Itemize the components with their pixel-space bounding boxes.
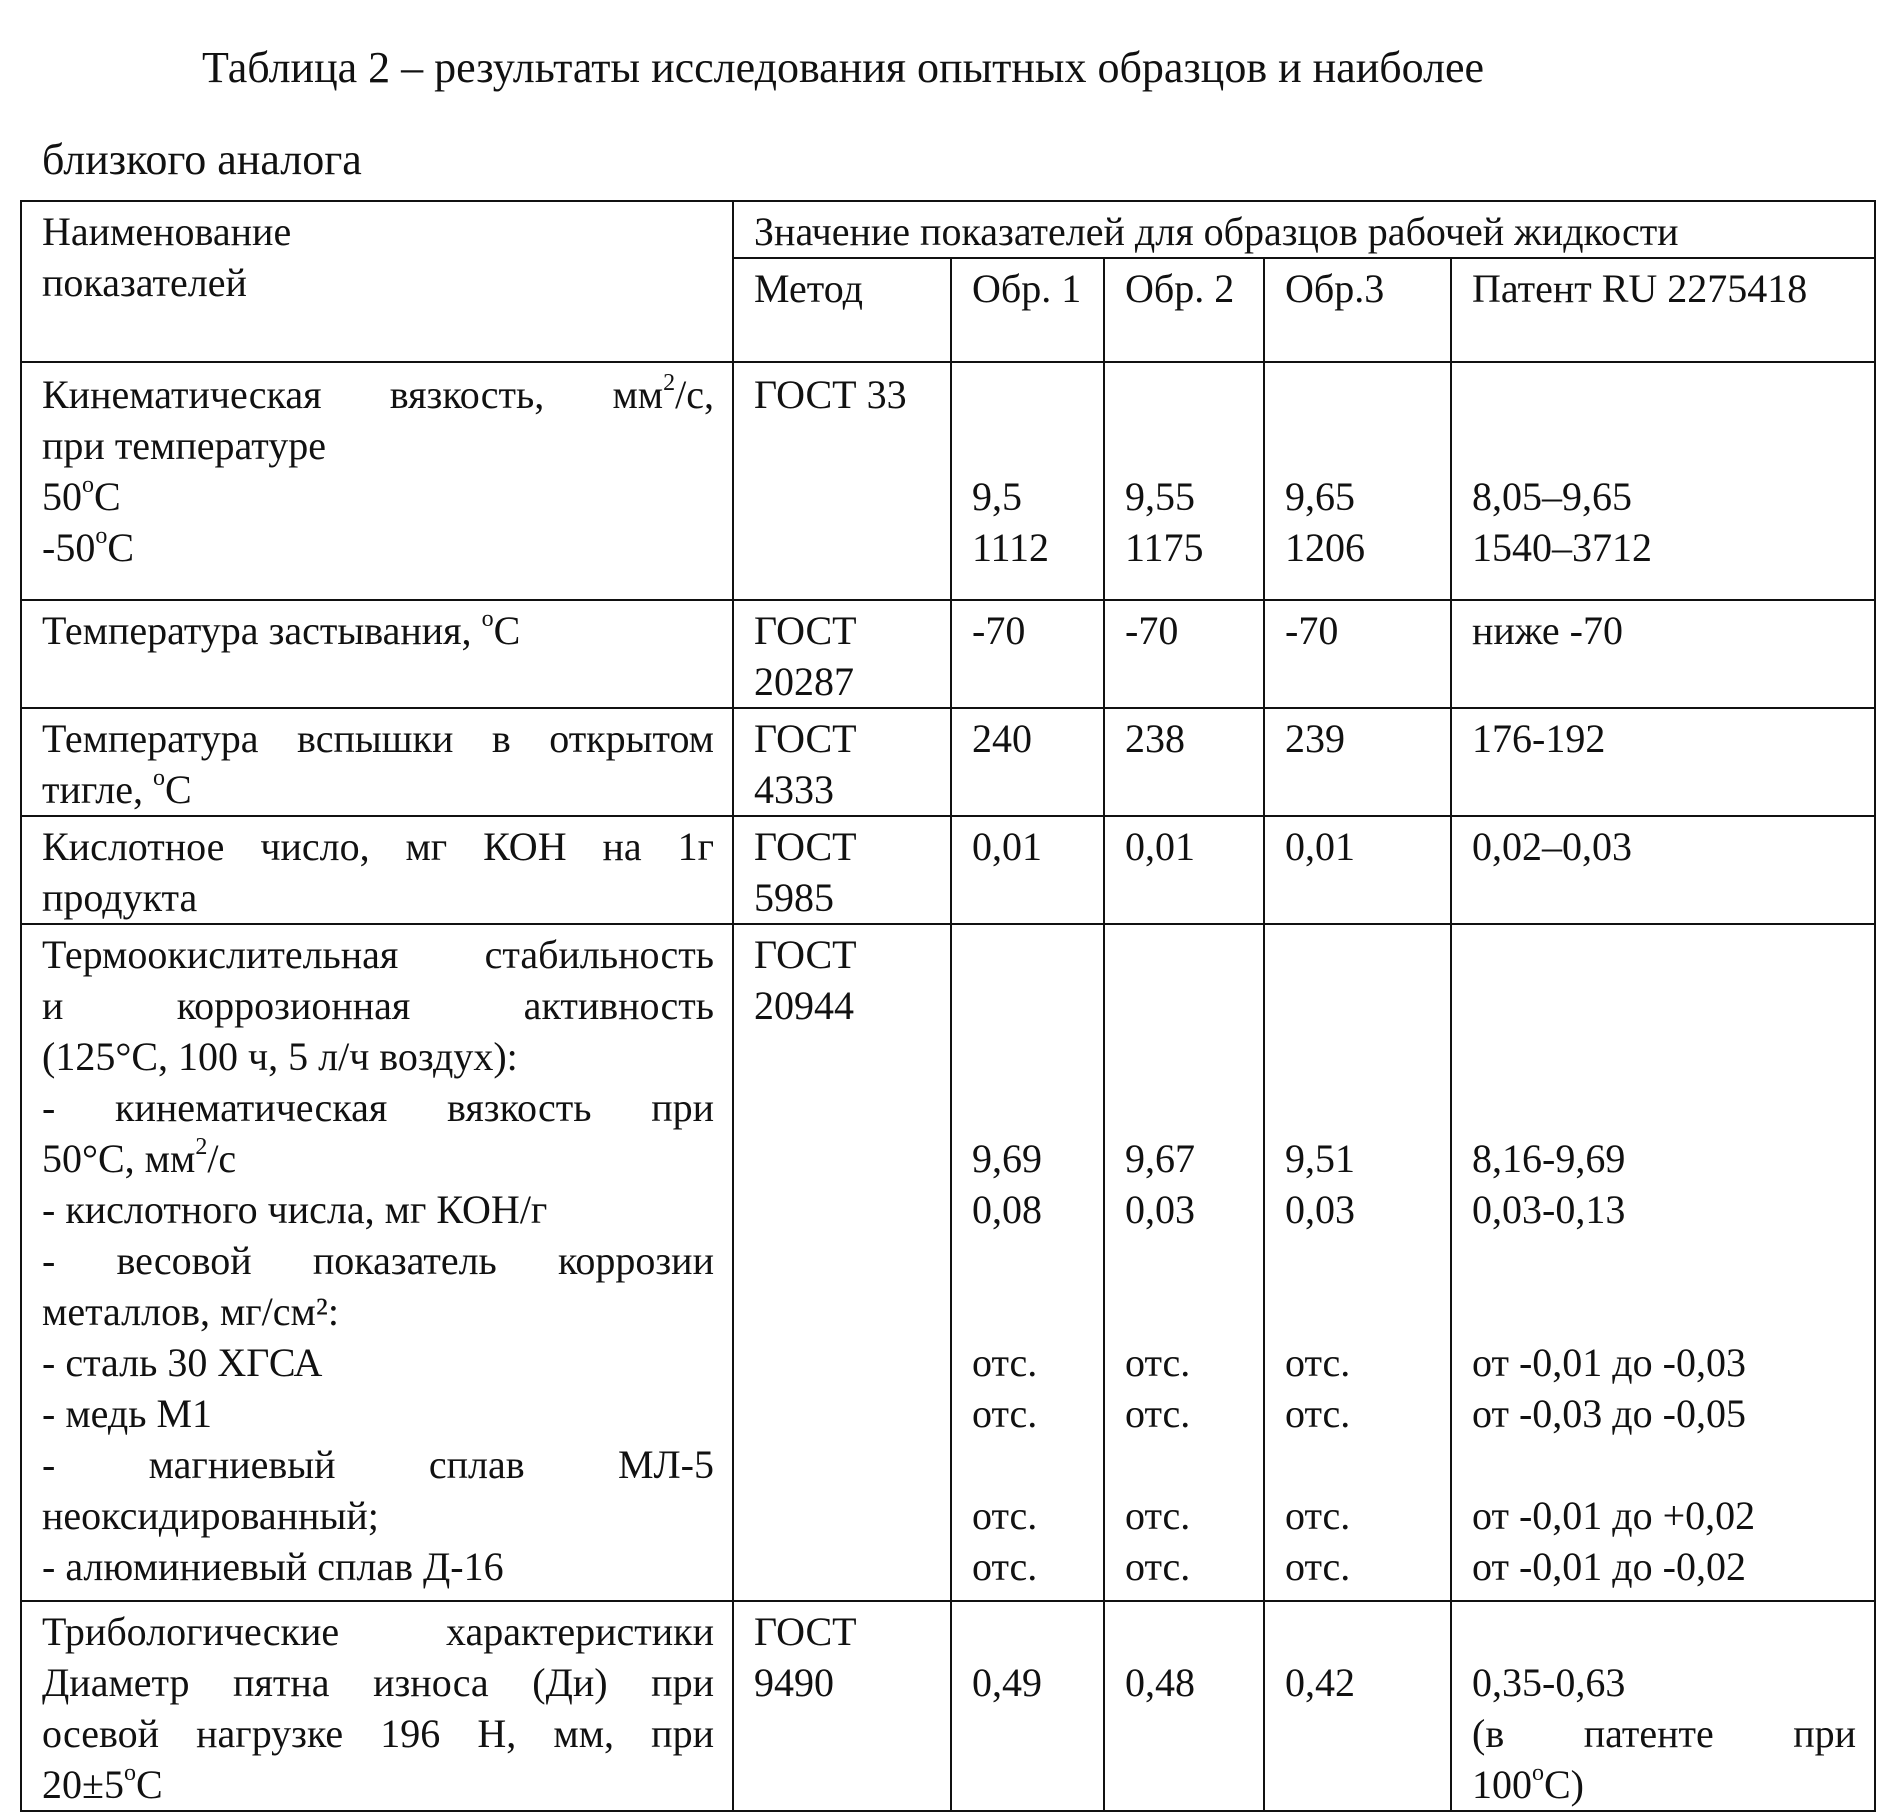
degree-mark: o [123, 1759, 136, 1786]
cell-value: 0,35-0,63 [1472, 1660, 1626, 1705]
cell-value: отс. [1285, 1544, 1351, 1589]
row-name-text: Кинематическая вязкость, мм [42, 372, 664, 417]
header-group-cell [733, 201, 1875, 258]
method-text: 20944 [754, 983, 854, 1028]
row-name-text: /с, [675, 372, 714, 417]
cell-value: 0,03-0,13 [1472, 1187, 1626, 1232]
patent-cell [1451, 924, 1875, 1601]
method-cell [733, 600, 951, 708]
sample-1-cell: 240 [951, 708, 1104, 816]
row-name [21, 600, 733, 708]
cell-value: от -0,01 до -0,02 [1472, 1544, 1746, 1589]
patent-cell: 176-192 [1451, 708, 1875, 816]
sample-2-cell: -70 [1104, 600, 1264, 708]
row-name-text: тигле, [42, 767, 153, 812]
row-name-text: продукта [42, 875, 198, 920]
superscript: 2 [663, 369, 676, 396]
row-name-text: - кинематическая вязкость при [42, 1085, 714, 1130]
row-name-text: при температуре [42, 423, 326, 468]
sample-2-cell [1104, 924, 1264, 1601]
header-name-cell [21, 201, 733, 362]
sample-3-cell [1264, 362, 1451, 600]
header-sample-3: Обр.3 [1264, 258, 1451, 362]
cell-value: 1206 [1285, 525, 1365, 570]
row-name-text: Термоокислительная стабильность [42, 932, 714, 977]
cell-value: 0,49 [972, 1660, 1042, 1705]
cell-value: 0,03 [1285, 1187, 1355, 1232]
temperature-value: -50 [42, 525, 96, 570]
cell-value: 100 [1472, 1762, 1532, 1807]
row-name-text: Диаметр пятна износа (Ди) при [42, 1660, 714, 1705]
cell-value: 0,08 [972, 1187, 1042, 1232]
method-cell [733, 816, 951, 924]
table-row [21, 816, 1875, 924]
row-name-text: - кислотного числа, мг КОН/г [42, 1187, 548, 1232]
caption-line-2: близкого аналога [42, 135, 362, 184]
row-name-text: 20±5 [42, 1762, 124, 1807]
cell-value: (в патенте при [1472, 1711, 1857, 1756]
cell-value: от -0,01 до -0,03 [1472, 1340, 1746, 1385]
row-name [21, 924, 733, 1601]
cell-value: 1175 [1125, 525, 1204, 570]
patent-cell [1451, 362, 1875, 600]
cell-value: С) [1544, 1762, 1584, 1807]
cell-value: от -0,01 до +0,02 [1472, 1493, 1756, 1538]
patent-cell: 0,02–0,03 [1451, 816, 1875, 924]
method-cell [733, 924, 951, 1601]
unit: С [107, 525, 135, 570]
degree-mark: o [152, 764, 165, 791]
cell-value: отс. [1285, 1493, 1351, 1538]
cell-value: от -0,03 до -0,05 [1472, 1391, 1746, 1436]
cell-value: отс. [1125, 1544, 1191, 1589]
degree-mark: o [1532, 1759, 1544, 1786]
sample-1-cell: -70 [951, 600, 1104, 708]
header-sample-2: Обр. 2 [1104, 258, 1264, 362]
cell-value: 9,69 [972, 1136, 1042, 1181]
row-name [21, 1601, 733, 1811]
cell-value: 0,48 [1125, 1660, 1195, 1705]
cell-value: 0,42 [1285, 1660, 1355, 1705]
cell-value: 8,05–9,65 [1472, 474, 1632, 519]
superscript: 2 [195, 1133, 208, 1160]
cell-value: 1112 [972, 525, 1050, 570]
sample-2-cell: 0,01 [1104, 816, 1264, 924]
method-text: 4333 [754, 767, 834, 812]
header-row-1 [21, 201, 1875, 258]
sample-1-cell [951, 924, 1104, 1601]
row-name-text: - медь М1 [42, 1391, 213, 1436]
unit: С [94, 474, 121, 519]
header-patent: Патент RU 2275418 [1451, 258, 1875, 362]
row-name-text: - весовой показатель коррозии [42, 1238, 714, 1283]
method-cell: ГОСТ 33 [733, 362, 951, 600]
sample-3-cell: 0,01 [1264, 816, 1451, 924]
cell-value: 0,03 [1125, 1187, 1195, 1232]
sample-2-cell [1104, 1601, 1264, 1811]
method-text: ГОСТ [754, 824, 857, 869]
results-table [20, 200, 1876, 1812]
header-sample-1: Обр. 1 [951, 258, 1104, 362]
row-name-text: Температура застывания, [42, 608, 482, 653]
cell-value: отс. [1285, 1391, 1351, 1436]
row-name [21, 816, 733, 924]
method-text: ГОСТ [754, 932, 857, 977]
method-text: 9490 [754, 1660, 834, 1705]
row-name-text: осевой нагрузке 196 Н, мм, при [42, 1711, 714, 1756]
row-name-text: - магниевый сплав МЛ-5 [42, 1442, 714, 1487]
sample-3-cell: -70 [1264, 600, 1451, 708]
cell-value: отс. [972, 1544, 1038, 1589]
cell-value: отс. [1285, 1340, 1351, 1385]
sample-1-cell: 0,01 [951, 816, 1104, 924]
row-name-text: (125°С, 100 ч, 5 л/ч воздух): [42, 1034, 518, 1079]
row-name-text: металлов, мг/см²: [42, 1289, 339, 1334]
caption-line-1: Таблица 2 – результаты исследования опытных образцов и наиболее [202, 43, 1485, 92]
cell-value: 9,65 [1285, 474, 1355, 519]
table-row [21, 708, 1875, 816]
temperature-value: 50 [42, 474, 82, 519]
row-name-text: - алюминиевый сплав Д-16 [42, 1544, 504, 1589]
header-group: Значение показателей для образцов рабочей жидкости [754, 209, 1679, 254]
cell-value: 9,55 [1125, 474, 1195, 519]
degree-mark: o [82, 471, 94, 498]
table-row [21, 600, 1875, 708]
patent-cell [1451, 1601, 1875, 1811]
sample-2-cell [1104, 362, 1264, 600]
cell-value: 9,67 [1125, 1136, 1195, 1181]
table-caption [42, 22, 1842, 206]
row-name-text: - сталь 30 ХГСА [42, 1340, 323, 1385]
header-method: Метод [733, 258, 951, 362]
cell-value: 1540–3712 [1472, 525, 1652, 570]
header-name: Наименование показателей [42, 209, 292, 305]
table-row [21, 362, 1875, 600]
table-row [21, 924, 1875, 1601]
cell-value: 8,16-9,69 [1472, 1136, 1626, 1181]
sample-1-cell [951, 1601, 1104, 1811]
cell-value: отс. [972, 1340, 1038, 1385]
method-text: ГОСТ [754, 1609, 857, 1654]
row-name [21, 708, 733, 816]
degree-mark: o [95, 522, 108, 549]
row-name-text: и коррозионная активность [42, 983, 714, 1028]
method-cell [733, 1601, 951, 1811]
sample-3-cell: 239 [1264, 708, 1451, 816]
cell-value: 9,51 [1285, 1136, 1355, 1181]
method-cell [733, 708, 951, 816]
cell-value: отс. [1125, 1493, 1191, 1538]
method-text: ГОСТ [754, 608, 857, 653]
method-text: 20287 [754, 659, 854, 704]
sample-1-cell [951, 362, 1104, 600]
degree-mark: o [481, 605, 494, 632]
sample-3-cell [1264, 924, 1451, 1601]
cell-value: отс. [972, 1493, 1038, 1538]
row-name-text: Трибологические характеристики [42, 1609, 714, 1654]
row-name [21, 362, 733, 600]
unit: С [135, 1762, 163, 1807]
row-name-text: Кислотное число, мг КОН на 1г [42, 824, 714, 869]
cell-value: отс. [972, 1391, 1038, 1436]
row-name-text: 50°С, мм [42, 1136, 196, 1181]
unit: /с [207, 1136, 237, 1181]
sample-2-cell: 238 [1104, 708, 1264, 816]
cell-value: отс. [1125, 1340, 1191, 1385]
row-name-text: неоксидированный; [42, 1493, 379, 1538]
unit: С [164, 767, 192, 812]
row-name-text: Температура вспышки в открытом [42, 716, 714, 761]
patent-cell: ниже -70 [1451, 600, 1875, 708]
method-text: ГОСТ [754, 716, 857, 761]
sample-3-cell [1264, 1601, 1451, 1811]
cell-value: 9,5 [972, 474, 1022, 519]
unit: С [493, 608, 521, 653]
method-text: 5985 [754, 875, 834, 920]
cell-value: отс. [1125, 1391, 1191, 1436]
table-row [21, 1601, 1875, 1811]
